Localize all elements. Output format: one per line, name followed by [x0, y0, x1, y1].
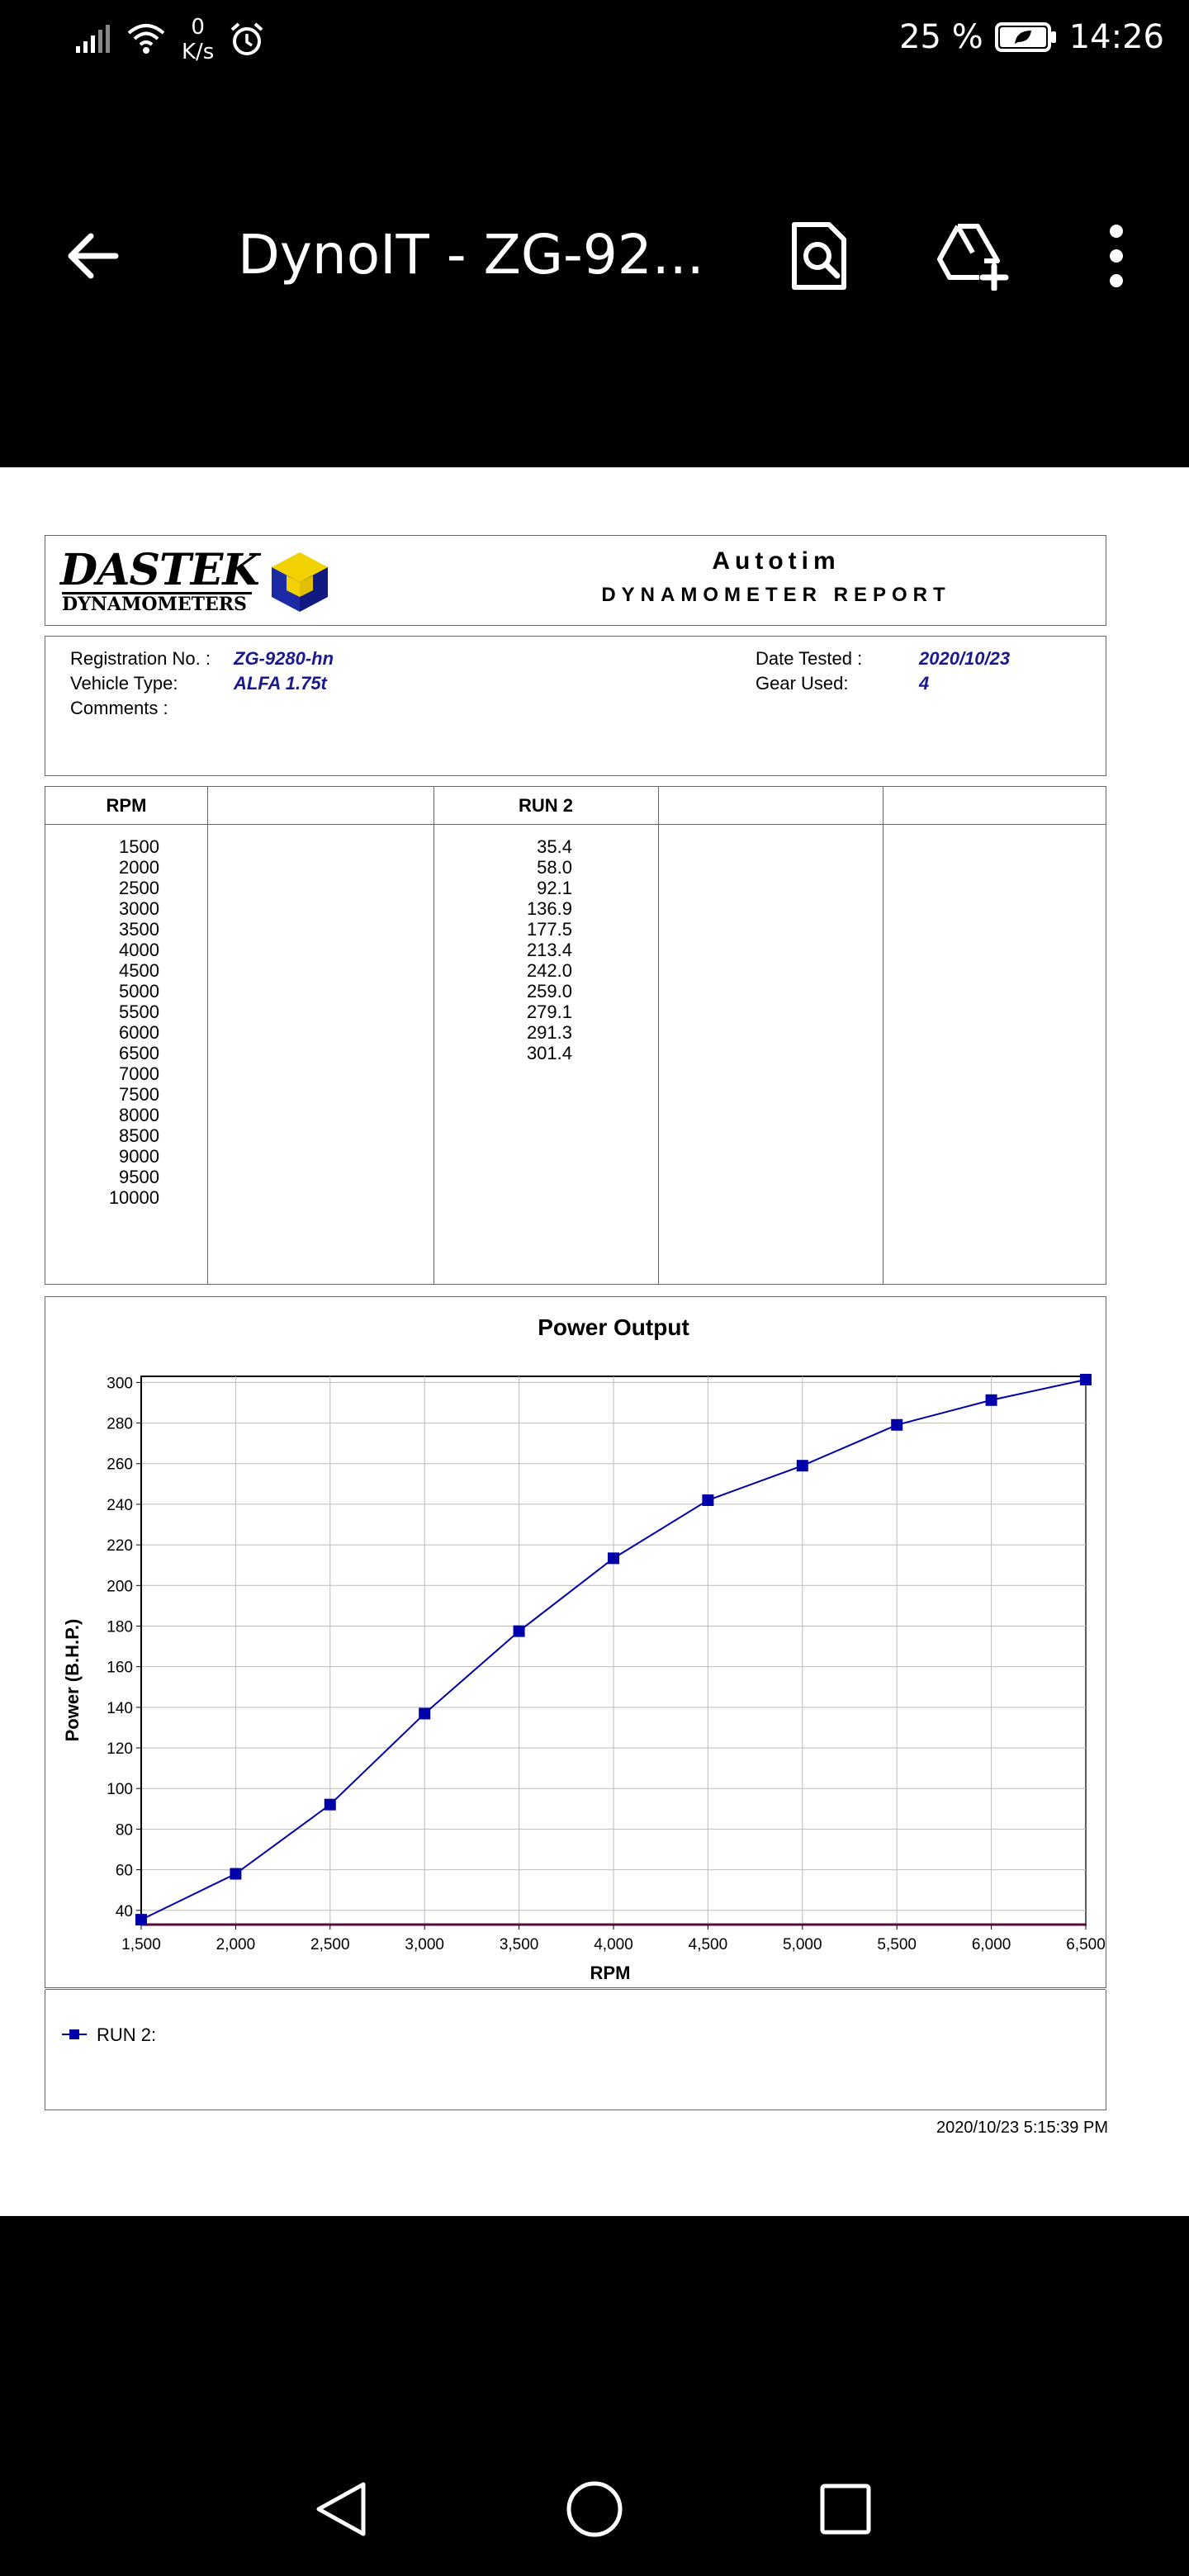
table-header-rpm: RPM	[106, 795, 147, 816]
run2-cell: 177.5	[526, 919, 572, 940]
run2-cell: 92.1	[537, 878, 572, 898]
nav-recents-icon	[818, 2482, 873, 2536]
footer-timestamp: 2020/10/23 5:15:39 PM	[936, 2119, 1108, 2137]
run2-column	[433, 836, 572, 1063]
status-left	[74, 15, 265, 64]
y-tick-label: 160	[107, 1659, 133, 1677]
net-speed	[182, 15, 214, 64]
y-tick-label: 220	[107, 1537, 133, 1556]
date-tested-value: 2020/10/23	[919, 648, 1011, 669]
y-tick-label: 180	[107, 1618, 133, 1636]
data-point	[1080, 1374, 1092, 1385]
data-point	[230, 1868, 241, 1880]
legend-marker-icon	[62, 2026, 87, 2043]
x-tick-label: 5,500	[877, 1936, 917, 1953]
logo-subtitle: DYNAMOMETERS	[62, 592, 252, 614]
rpm-cell: 8000	[119, 1105, 159, 1125]
vehicle-type-label: Vehicle Type:	[70, 673, 178, 694]
rpm-cell: 3500	[119, 919, 159, 940]
run2-cell: 301.4	[526, 1043, 572, 1063]
table-header-empty	[207, 787, 433, 825]
rpm-cell: 5500	[119, 1002, 159, 1022]
date-tested-label: Date Tested :	[756, 648, 863, 669]
logo-wordmark: DASTEK	[60, 545, 259, 595]
y-tick-label: 100	[107, 1781, 133, 1799]
nav-home-button[interactable]	[549, 2464, 640, 2555]
rpm-cell: 9000	[119, 1146, 159, 1167]
registration-value: ZG-9280-hn	[234, 648, 334, 669]
battery-percent: 25 %	[899, 18, 983, 56]
power-output-chart	[45, 1297, 1106, 1987]
rpm-cell: 2000	[119, 857, 159, 878]
rpm-cell: 10000	[108, 1187, 159, 1208]
y-tick-label: 300	[107, 1375, 133, 1393]
run2-cell: 242.0	[526, 960, 572, 981]
rpm-cell: 4500	[119, 960, 159, 981]
more-vert-icon	[1106, 223, 1126, 289]
nav-recents-button[interactable]	[800, 2464, 891, 2555]
rpm-data-table	[45, 786, 1106, 1285]
vehicle-info-box	[45, 636, 1106, 776]
y-axis-label: Power (B.H.P.)	[62, 1618, 83, 1742]
wifi-icon	[126, 23, 167, 56]
x-tick-label: 6,000	[971, 1936, 1011, 1953]
rpm-cell: 6000	[119, 1022, 159, 1043]
x-tick-label: 6,500	[1066, 1936, 1106, 1953]
add-to-drive-button[interactable]	[933, 215, 1016, 297]
rpm-cell: 4000	[119, 940, 159, 960]
data-point	[514, 1626, 525, 1637]
x-tick-label: 3,000	[405, 1936, 444, 1953]
rpm-cell: 1500	[119, 836, 159, 857]
report-page[interactable]	[0, 467, 1189, 2216]
legend-label: RUN 2:	[97, 2024, 157, 2045]
y-tick-label: 200	[107, 1578, 133, 1596]
table-header-empty	[658, 787, 883, 825]
x-axis-label: RPM	[590, 1963, 631, 1983]
document-title: DynoIT - ZG-92...	[238, 223, 704, 286]
x-tick-label: 4,500	[688, 1936, 728, 1953]
net-speed-value: 0	[191, 15, 205, 40]
more-menu-button[interactable]	[1075, 215, 1158, 297]
nav-back-icon	[314, 2479, 368, 2539]
navigation-bar	[0, 2216, 1189, 2576]
x-tick-label: 1,500	[121, 1936, 161, 1953]
chart-title: Power Output	[538, 1314, 689, 1340]
y-tick-label: 120	[107, 1740, 133, 1759]
gear-used-label: Gear Used:	[756, 673, 849, 694]
nav-back-button[interactable]	[296, 2464, 386, 2555]
signal-icon	[74, 25, 111, 54]
app-bar	[0, 83, 1189, 467]
run2-cell: 35.4	[537, 836, 572, 857]
report-header	[45, 535, 1106, 626]
status-right	[899, 18, 1164, 56]
table-header-empty	[883, 787, 1107, 825]
rpm-column	[45, 836, 159, 1208]
company-name: Autotim	[712, 547, 841, 575]
chart-legend	[45, 1990, 1106, 2110]
x-tick-label: 2,500	[310, 1936, 350, 1953]
rpm-cell: 2500	[119, 878, 159, 898]
x-tick-label: 4,000	[594, 1936, 633, 1953]
data-point	[135, 1914, 147, 1925]
data-point	[608, 1552, 619, 1564]
vehicle-type-value: ALFA 1.75t	[234, 673, 327, 694]
x-tick-label: 3,500	[499, 1936, 539, 1953]
run2-cell: 259.0	[526, 981, 572, 1002]
x-tick-label: 2,000	[216, 1936, 256, 1953]
x-axis-ticks	[121, 1925, 1106, 1953]
alarm-icon	[229, 21, 265, 58]
y-tick-label: 240	[107, 1496, 133, 1514]
run2-cell: 291.3	[526, 1022, 572, 1043]
run2-cell: 58.0	[537, 857, 572, 878]
registration-label: Registration No. :	[70, 648, 211, 669]
run2-cell: 279.1	[526, 1002, 572, 1022]
y-tick-label: 80	[115, 1821, 133, 1840]
run2-cell: 136.9	[526, 898, 572, 919]
clock: 14:26	[1068, 18, 1164, 56]
rpm-cell: 5000	[119, 981, 159, 1002]
column-divider	[207, 787, 208, 1284]
battery-saver-icon	[995, 21, 1058, 54]
table-header-run2: RUN 2	[518, 795, 573, 816]
data-point	[419, 1707, 430, 1719]
rpm-cell: 8500	[119, 1125, 159, 1146]
y-tick-label: 260	[107, 1456, 133, 1474]
run2-cell: 213.4	[526, 940, 572, 960]
comments-label: Comments :	[70, 698, 168, 718]
y-tick-label: 280	[107, 1415, 133, 1433]
data-point	[891, 1419, 902, 1431]
data-point	[986, 1395, 997, 1406]
gear-used-value: 4	[919, 673, 930, 694]
back-button[interactable]	[51, 215, 134, 297]
y-tick-label: 140	[107, 1699, 133, 1717]
power-output-chart-box	[45, 1296, 1106, 1988]
data-point	[324, 1799, 336, 1811]
search-document-icon	[788, 221, 850, 291]
back-arrow-icon	[63, 226, 122, 286]
report-title: DYNAMOMETER REPORT	[601, 584, 951, 606]
rpm-cell: 6500	[119, 1043, 159, 1063]
x-tick-label: 5,000	[783, 1936, 822, 1953]
nav-home-icon	[565, 2479, 624, 2539]
chart-grid	[141, 1376, 1086, 1925]
add-to-drive-icon	[935, 221, 1014, 291]
data-point	[702, 1494, 713, 1506]
y-tick-label: 40	[115, 1902, 133, 1920]
rpm-cell: 3000	[119, 898, 159, 919]
y-axis-ticks	[107, 1375, 141, 1920]
y-tick-label: 60	[115, 1862, 133, 1880]
column-divider	[658, 787, 659, 1284]
search-button[interactable]	[778, 215, 860, 297]
dastek-logo	[60, 545, 341, 615]
rpm-cell: 7000	[119, 1063, 159, 1084]
cube-logo-icon	[268, 551, 331, 613]
rpm-cell: 7500	[119, 1084, 159, 1105]
status-bar	[0, 0, 1189, 83]
rpm-cell: 9500	[119, 1167, 159, 1187]
data-point	[797, 1460, 808, 1471]
net-speed-unit: K/s	[182, 40, 215, 64]
